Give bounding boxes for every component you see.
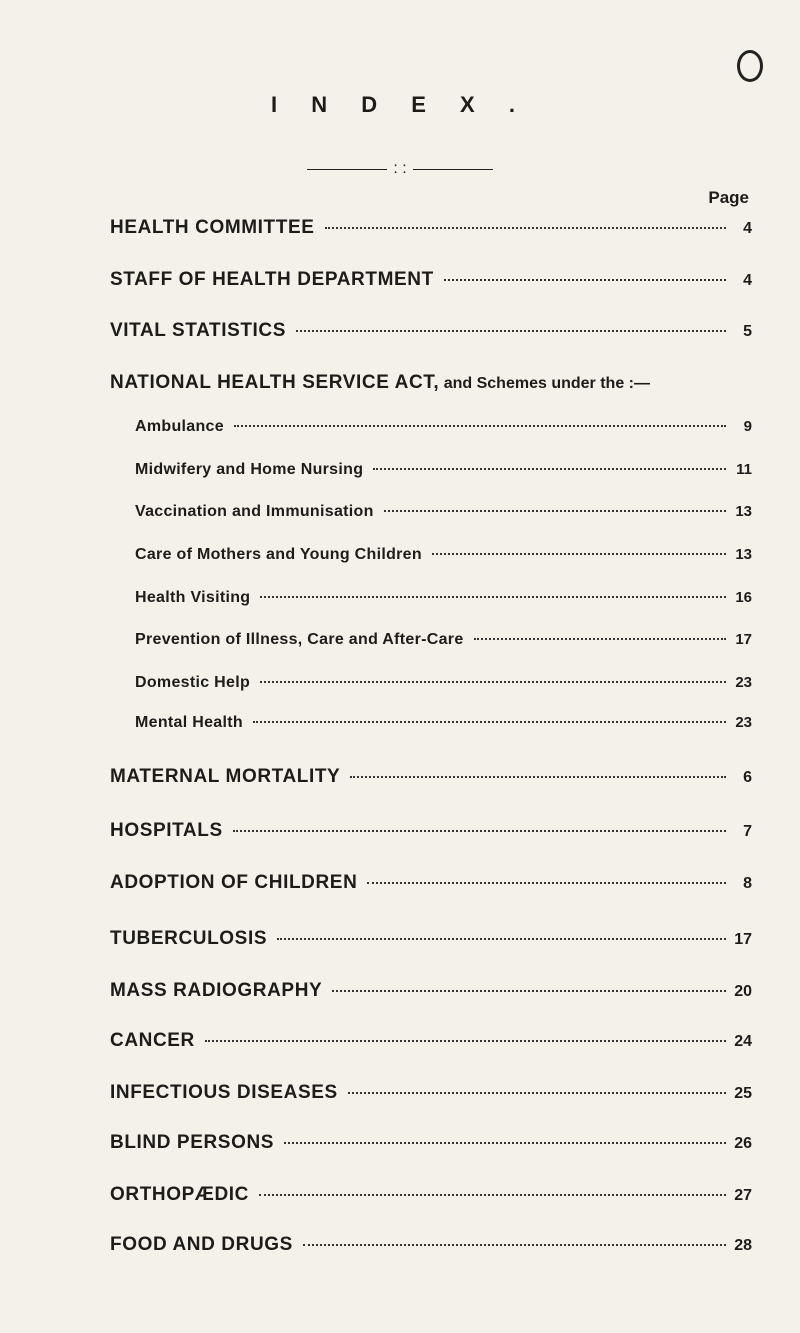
page-title: I N D E X . bbox=[271, 92, 529, 117]
index-entry-blind-persons: BLIND PERSONS 26 bbox=[110, 1132, 752, 1153]
divider bbox=[0, 160, 800, 178]
page-number: 17 bbox=[734, 931, 752, 948]
page-number: 17 bbox=[735, 631, 752, 648]
page-number: 4 bbox=[743, 220, 752, 237]
page-number: 11 bbox=[736, 461, 752, 478]
index-subentry-mental-health: Mental Health 23 bbox=[135, 714, 752, 731]
page-number: 20 bbox=[734, 983, 752, 1000]
page-number: 8 bbox=[743, 875, 752, 892]
index-entry-health-committee: HEALTH COMMITTEE 4 bbox=[110, 217, 752, 238]
page-number: 28 bbox=[734, 1237, 752, 1254]
page-number: 5 bbox=[743, 323, 752, 340]
index-entry-adoption: ADOPTION OF CHILDREN 8 bbox=[110, 872, 752, 893]
index-entry-hospitals: HOSPITALS 7 bbox=[110, 820, 752, 841]
index-subentry-ambulance: Ambulance 9 bbox=[135, 418, 752, 435]
page-number: 25 bbox=[734, 1085, 752, 1102]
page-number: 27 bbox=[734, 1187, 752, 1204]
index-entry-tuberculosis: TUBERCULOSIS 17 bbox=[110, 928, 752, 949]
index-entry-food-drugs: FOOD AND DRUGS 28 bbox=[110, 1234, 752, 1255]
page-number: 24 bbox=[734, 1033, 752, 1050]
divider-colons: : : bbox=[393, 160, 407, 177]
page-number: 4 bbox=[743, 272, 752, 289]
page-number: 13 bbox=[735, 503, 752, 520]
page-number: 26 bbox=[734, 1135, 752, 1152]
index-entry-staff: STAFF OF HEALTH DEPARTMENT 4 bbox=[110, 269, 752, 290]
index-subentry-mothers-children: Care of Mothers and Young Children 13 bbox=[135, 546, 752, 563]
index-subentry-domestic-help: Domestic Help 23 bbox=[135, 674, 752, 691]
index-subentry-prevention: Prevention of Illness, Care and After-Care 17 bbox=[135, 631, 752, 648]
index-entry-infectious-diseases: INFECTIOUS DISEASES 25 bbox=[110, 1082, 752, 1103]
index-entry-vital-statistics: VITAL STATISTICS 5 bbox=[110, 320, 752, 341]
index-entry-cancer: CANCER 24 bbox=[110, 1030, 752, 1051]
index-entry-orthopaedic: ORTHOPÆDIC 27 bbox=[110, 1184, 752, 1205]
page-number: 6 bbox=[743, 769, 752, 786]
index-subentry-health-visiting: Health Visiting 16 bbox=[135, 589, 752, 606]
ring-mark bbox=[737, 50, 763, 82]
index-subentry-vaccination: Vaccination and Immunisation 13 bbox=[135, 503, 752, 520]
page-number: 13 bbox=[735, 546, 752, 563]
page-number: 9 bbox=[743, 418, 752, 435]
page-number: 16 bbox=[735, 589, 752, 606]
page-number: 7 bbox=[743, 823, 752, 840]
page-number: 23 bbox=[735, 674, 752, 691]
page-column-header: Page bbox=[708, 188, 749, 207]
index-entry-maternal-mortality: MATERNAL MORTALITY 6 bbox=[110, 766, 752, 787]
index-entry-mass-radiography: MASS RADIOGRAPHY 20 bbox=[110, 980, 752, 1001]
index-subentry-midwifery: Midwifery and Home Nursing 11 bbox=[135, 461, 752, 478]
page-number: 23 bbox=[735, 714, 752, 731]
nhs-heading: NATIONAL HEALTH SERVICE ACT, and Schemes under the :— bbox=[110, 372, 650, 393]
